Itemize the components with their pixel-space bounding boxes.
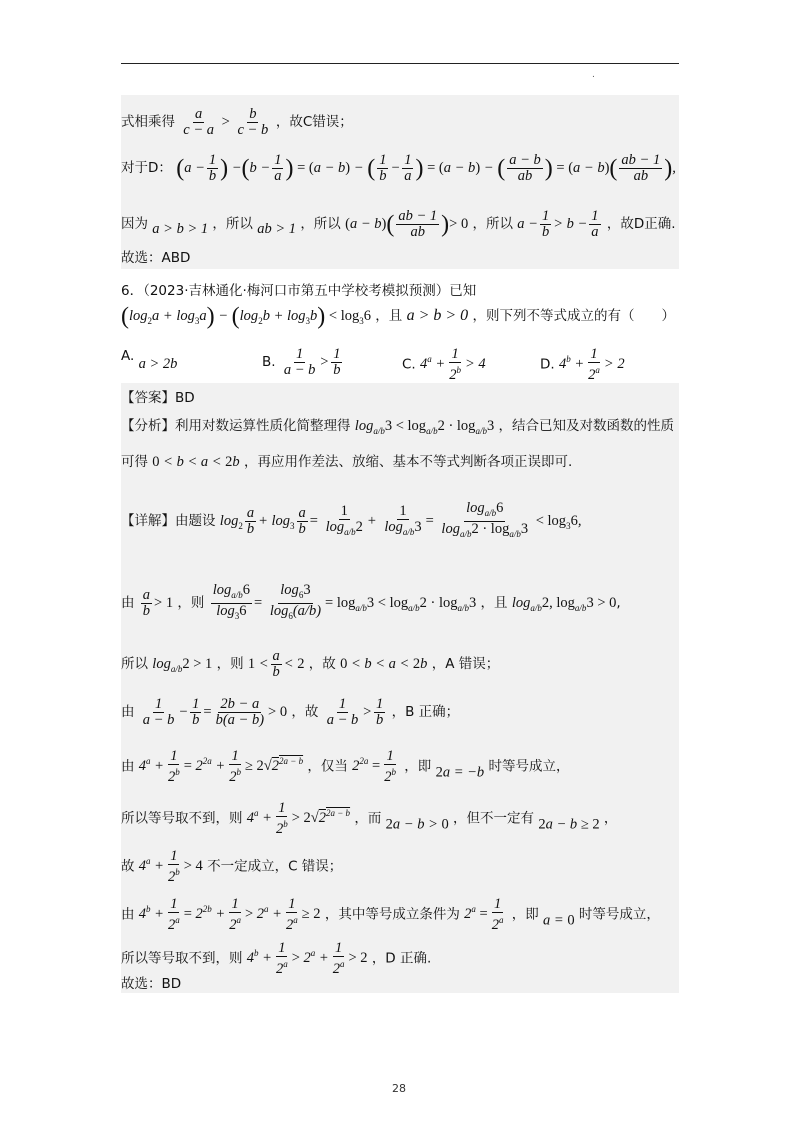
solution-panel-prev: [121, 95, 679, 269]
option-c: C. $4^a$ + $\frac{1}{2^b}$ > 4: [402, 346, 486, 383]
page-number: 28: [392, 1082, 406, 1095]
option-b: B. $\frac{1}{a - b}$ > $\frac{1}{b}$: [262, 346, 341, 378]
header-rule: [121, 63, 679, 64]
detail-line-5: 由 $4^a$ + $\frac{1}{2^b}$ = $2^{2a}$ + $\frac{1}{2^b}$ ≥ $2√2^{2a - b}$ ，仅当 $2^{2a}$ = $\frac{1}{2^b}$ ，即 2a = −b 时等号成立，: [121, 748, 570, 785]
solution-panel-q6: [121, 383, 679, 993]
detail-line-9: 所以等号取不到，则 $4^b$ + $\frac{1}{2^a}$ > $2^a$ + $\frac{1}{2^a}$ > 2 ，D 正确.: [121, 940, 432, 977]
analysis-line-1: 【分析】利用对数运算性质化简整理得 $\log_{a/b}3 < \log_{a/b}2 \cdot \log_{a/b}3$ ，结合已知及对数函数的性质: [121, 418, 674, 436]
question-6-header: 6．（2023·吉林通化·梅河口市第五中学校考模拟预测）已知: [121, 283, 477, 299]
answer-choice-prev: 故选：ABD: [121, 250, 191, 266]
analysis-line-2: 可得 0 < b < a < 2b ，再应用作差法、放缩、基本不等式判断各项正误即可.: [121, 454, 573, 470]
option-d: D. $4^b$ + $\frac{1}{2^a}$ > 2: [540, 346, 625, 383]
final-answer: 故选：BD: [121, 976, 182, 992]
detail-line-6: 所以等号取不到，则 $4^a$ + $\frac{1}{2^b}$ > $2√2^{2a - b}$ ，而 2a − b > 0 ，但不一定有 2a − b ≥ 2 ，: [121, 800, 618, 837]
detail-line-4: 由 $\frac{1}{a - b}$ − $\frac{1}{b}$ = $\frac{2b - a}{b(a - b)}$ > 0 ，故 $\frac{1}{a - b}$ > $\frac{1}{b}$ ，B 正确；: [121, 696, 460, 728]
answer-label: 【答案】BD: [121, 390, 195, 406]
detail-line-3: 所以 $\log_{a/b}2 > 1$ ，则 1 < $\frac{a}{b}$ < 2 ，故 0 < b < a < 2b ，A 错误；: [121, 648, 500, 680]
line-d-derivation: 对于D： (a − $\frac{1}{b}$ ) −(b − $\frac{1}{a}$ ) = (a − b) − ( $\frac{1}{b}$ − $\frac{1}{a}$ ) = (a − b) − ( $\frac{a - b}{ab}$ ) = (a − b)( $\frac{ab - 1}{ab}$ ),: [121, 152, 676, 184]
question-6-condition: $(\log_2a + \log_3a) - (\log_2b + \log_3b) < \log_36$ ，且 a > b > 0 ，则下列不等式成立的有（ ）: [121, 303, 675, 330]
line-c-wrong: 式相乘得 $\frac{a}{c - a}$ > $\frac{b}{c - b}$ ，故C错误；: [121, 106, 353, 138]
line-d-conclusion: 因为 a > b > 1 ，所以 ab > 1 ，所以 (a − b)( $\frac{ab - 1}{ab}$ )> 0 ，所以 a − $\frac{1}{b}$ > b − $\frac{1}{a}$ ，故D正确.: [121, 208, 676, 240]
detail-line-8: 由 $4^b$ + $\frac{1}{2^a}$ = $2^{2b}$ + $\frac{1}{2^a}$ > $2^a$ + $\frac{1}{2^a}$ ≥ 2 ，其中等号成立条件为 2$^a$ = $\frac{1}{2^a}$ ，即 a = 0 时等号成立，: [121, 896, 660, 933]
header-mark: .: [592, 70, 595, 80]
option-a: A. a > 2b: [121, 348, 178, 372]
detail-line-2: 由 $\frac{a}{b}$ > 1 ，则 $\frac{\log_{a/b}6}{\log_36}$ = $\frac{\log_63}{\log_6(a/b)}$ = $\log_{a/b}3 < \log_{a/b}2 \cdot \log_{a/b}3$ ，且 $\log_{a/b}2$, $\log_{a/b}3 > 0$,: [121, 582, 621, 621]
detail-line-7: 故 $4^a$ + $\frac{1}{2^b}$ > 4 不一定成立，C 错误；: [121, 848, 343, 885]
question-6-options: [121, 346, 679, 383]
detail-line-1: 【详解】由题设 $\log_2$ $\frac{a}{b}$ + $\log_3$ $\frac{a}{b}$ = $\frac{1}{\log_{a/b}2}$ + $\frac{1}{\log_{a/b}3}$ = $\frac{\log_{a/b}6}{\log_{a/b}2 \cdot \log_{a/b}3}$ < $\log_36$,: [121, 500, 582, 539]
